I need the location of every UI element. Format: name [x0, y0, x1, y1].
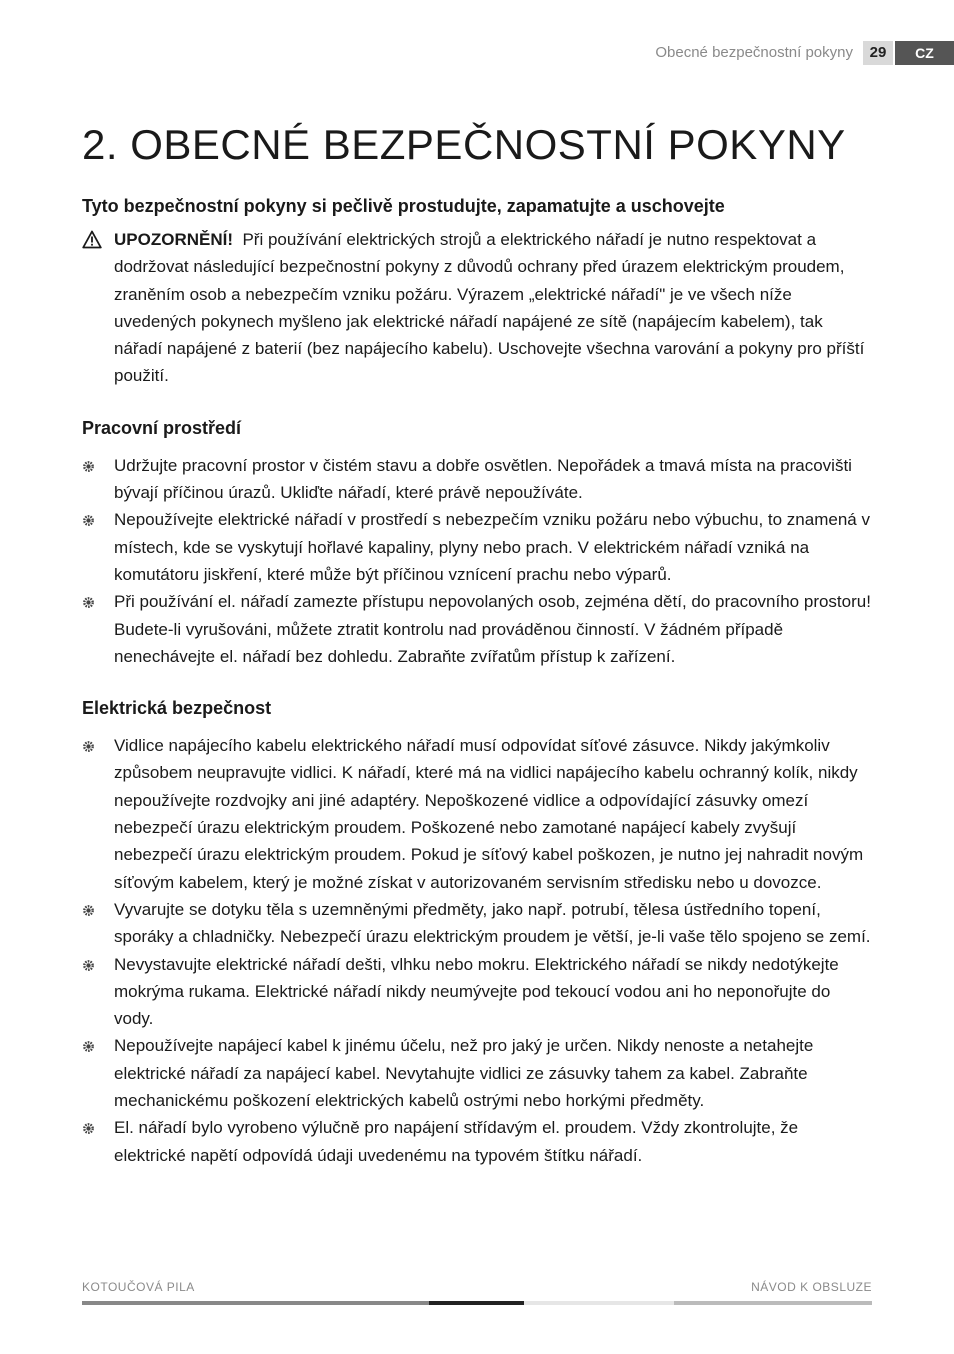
- list-item: Nepoužívejte elektrické nářadí v prostředí s nebezpečím vzniku požáru nebo výbuchu, to znamená v místech, kde se vyskytují hořlavé kapaliny, plyny nebo prach. V elektrickém nářadí vzniká na komutátoru jiskření, které může být příčinou vznícení prachu nebo výparů.: [82, 506, 872, 588]
- list-item: Vidlice napájecího kabelu elektrického nářadí musí odpovídat síťové zásuvce. Nikdy jakýmkoliv způsobem neupravujte vidlici. K nářadí, které má na vidlici napájecího kabelu ochranný kolík, nikdy nepoužívejte rozdvojky ani jiné adaptéry. Nepoškozené vidlice a odpovídající zásuvky omezí nebezpečí úrazu elektrickým proudem. Poškozené nebo zamotané napájecí kabely zvyšují nebezpečí úrazu elektrickým proudem. Pokud je síťový kabel poškozen, je nutno jej nahradit novým síťovým kabelem, který je možné získat v autorizovaném servisním středisku nebo u dovozce.: [82, 732, 872, 896]
- footer-bar-segment: [524, 1301, 674, 1305]
- page-header: [655, 41, 954, 65]
- warning-label: UPOZORNĚNÍ!: [114, 230, 233, 249]
- footer-product-name: KOTOUČOVÁ PILA: [82, 1280, 195, 1294]
- list-item: Nepoužívejte napájecí kabel k jinému účelu, než pro jaký je určen. Nikdy nenoste a netahejte elektrické nářadí za napájecí kabel. Nevytahujte vidlici ze zásuvky tahem za kabel. Zabraňte mechanickému poškození elektrických kabelů ostrými nebo horkými předměty.: [82, 1032, 872, 1114]
- gear-bullet-icon: [82, 959, 95, 972]
- footer-bar-segment: [674, 1301, 872, 1305]
- gear-bullet-icon: [82, 740, 95, 753]
- footer-bar-segment: [429, 1301, 524, 1305]
- language-badge: CZ: [895, 41, 954, 65]
- subtitle: Tyto bezpečnostní pokyny si pečlivě prostudujte, zapamatujte a uschovejte: [82, 196, 725, 216]
- list-item: Udržujte pracovní prostor v čistém stavu a dobře osvětlen. Nepořádek a tmavá místa na pracovišti bývají příčinou úrazů. Ukliďte nářadí, které právě nepoužíváte.: [82, 452, 872, 507]
- list-item: Při používání el. nářadí zamezte přístupu nepovolaných osob, zejména dětí, do pracovního prostoru! Budete-li vyrušováni, můžete ztratit kontrolu nad prováděnou činností. V žádném případě nenechávejte el. nářadí bez dohledu. Zabraňte zvířatům přístup k zařízení.: [82, 588, 872, 670]
- footer-divider-bar: [82, 1301, 872, 1305]
- work-environment-list: [82, 452, 872, 670]
- gear-bullet-icon: [82, 904, 95, 917]
- header-section-title: Obecné bezpečnostní pokyny: [655, 44, 853, 61]
- list-item: El. nářadí bylo vyrobeno výlučně pro napájení střídavým el. proudem. Vždy zkontrolujte, že elektrické napětí odpovídá údaji uvedenému na typovém štítku nářadí.: [82, 1114, 872, 1169]
- gear-bullet-icon: [82, 596, 95, 609]
- warning-block: [82, 226, 872, 390]
- page-title: 2. OBECNÉ BEZPEČNOSTNÍ POKYNY: [82, 121, 846, 168]
- warning-text: Při používání elektrických strojů a elektrického nářadí je nutno respektovat a dodržovat následující bezpečnostní pokyny z důvodů ochrany před úrazem elektrickým proudem, zraněním osob a nebezpečím vzniku požáru. Výrazem „elektrické nářadí" je ve všech níže uvedených pokynech myšleno jak elektrické nářadí napájené ze sítě (napájecím kabelem), tak nářadí napájené z baterií (bez napájecího kabelu). Uschovejte všechna varování a pokyny pro příští použití.: [114, 230, 865, 386]
- footer-manual-label: NÁVOD K OBSLUZE: [751, 1280, 872, 1294]
- gear-bullet-icon: [82, 1040, 95, 1053]
- list-item: Nevystavujte elektrické nářadí dešti, vlhku nebo mokru. Elektrického nářadí se nikdy nedotýkejte mokrýma rukama. Elektrické nářadí nikdy neumývejte pod tekoucí vodou ani ho neponořujte do vody.: [82, 951, 872, 1033]
- gear-bullet-icon: [82, 1122, 95, 1135]
- footer-bar-segment: [82, 1301, 429, 1305]
- section-heading-work-environment: Pracovní prostředí: [82, 417, 242, 438]
- page-number: 29: [863, 41, 893, 65]
- page-content: [82, 110, 872, 1169]
- list-item: Vyvarujte se dotyku těla s uzemněnými předměty, jako např. potrubí, tělesa ústředního topení, sporáky a chladničky. Nebezpečí úrazu elektrickým proudem je větší, je-li vaše tělo spojeno se zemí.: [82, 896, 872, 951]
- electrical-safety-list: [82, 732, 872, 1169]
- section-heading-electrical-safety: Elektrická bezpečnost: [82, 698, 272, 719]
- warning-triangle-icon: [82, 230, 102, 249]
- gear-bullet-icon: [82, 514, 95, 527]
- gear-bullet-icon: [82, 460, 95, 473]
